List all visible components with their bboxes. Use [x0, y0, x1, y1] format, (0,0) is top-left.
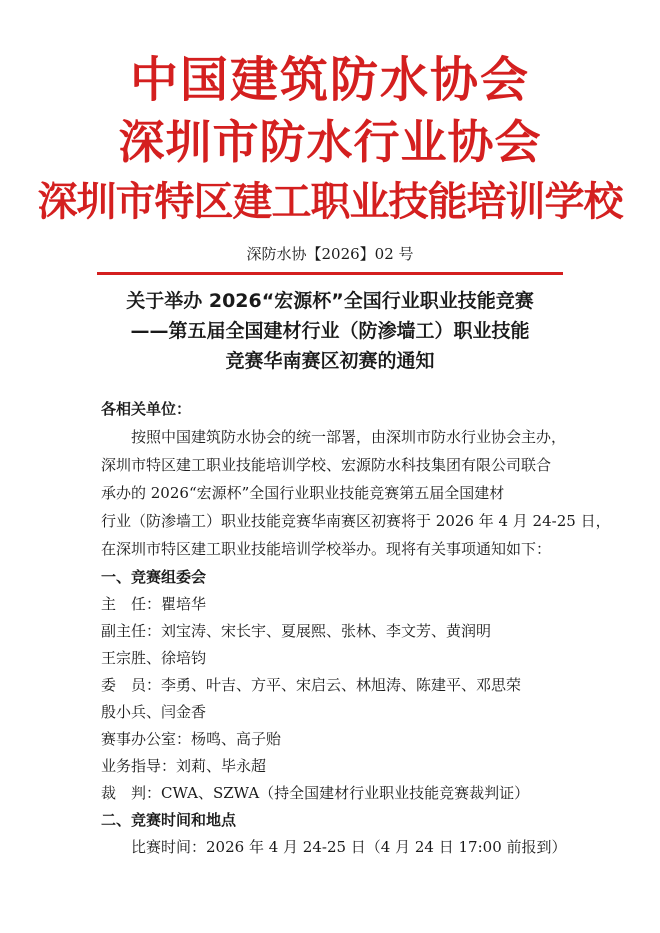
paragraph-line: 在深圳市特区建工职业技能培训学校举办。现将有关事项通知如下：: [101, 540, 552, 558]
section-heading-committee: 一、竞赛组委会: [101, 568, 207, 586]
paragraph-line: 行业（防渗墙工）职业技能竞赛华南赛区初赛将于 2026 年 4 月 24-25 日，: [101, 512, 611, 530]
committee-director: 主 任：瞿培华: [101, 595, 207, 613]
paragraph-line: 按照中国建筑防水协会的统一部署，由深圳市防水行业协会主办，: [131, 428, 567, 446]
committee-office: 赛事办公室：杨鸣、高子贻: [101, 730, 282, 748]
committee-deputy-directors-continued: 王宗胜、徐培钧: [101, 649, 207, 667]
org-name-shenzhen-training-school: 深圳市特区建工职业技能培训学校: [37, 178, 623, 225]
committee-guidance: 业务指导：刘莉、毕永超: [101, 757, 267, 775]
section-heading-time-location: 二、竞赛时间和地点: [101, 811, 237, 829]
salutation: 各相关单位：: [101, 400, 192, 418]
committee-members: 委 员：李勇、叶吉、方平、宋启云、林旭涛、陈建平、邓思荣: [101, 676, 522, 694]
committee-members-continued: 殷小兵、闫金香: [101, 703, 207, 721]
document-number: 深防水协【2026】02 号: [246, 245, 414, 263]
notice-title-line-3: 竞赛华南赛区初赛的通知: [225, 350, 435, 372]
notice-title-line-1: 关于举办 2026“宏源杯”全国行业职业技能竞赛: [126, 290, 534, 312]
committee-judges: 裁 判：CWA、SZWA（持全国建材行业职业技能竞赛裁判证）: [101, 784, 530, 802]
notice-title-line-2: ——第五届全国建材行业（防渗墙工）职业技能: [130, 320, 530, 342]
org-name-china-waterproof-association: 中国建筑防水协会: [129, 52, 530, 108]
paragraph-line: 深圳市特区建工职业技能培训学校、宏源防水科技集团有限公司联合: [101, 456, 552, 474]
paragraph-line: 承办的 2026“宏源杯”全国行业职业技能竞赛第五届全国建材: [101, 484, 505, 502]
committee-deputy-directors: 副主任：刘宝涛、宋长宇、夏展熙、张林、李文芳、黄润明: [101, 622, 492, 640]
red-divider: [97, 272, 563, 275]
org-name-shenzhen-waterproof-association: 深圳市防水行业协会: [118, 115, 542, 169]
competition-time: 比赛时间：2026 年 4 月 24-25 日（4 月 24 日 17:00 前报到）: [131, 838, 567, 856]
